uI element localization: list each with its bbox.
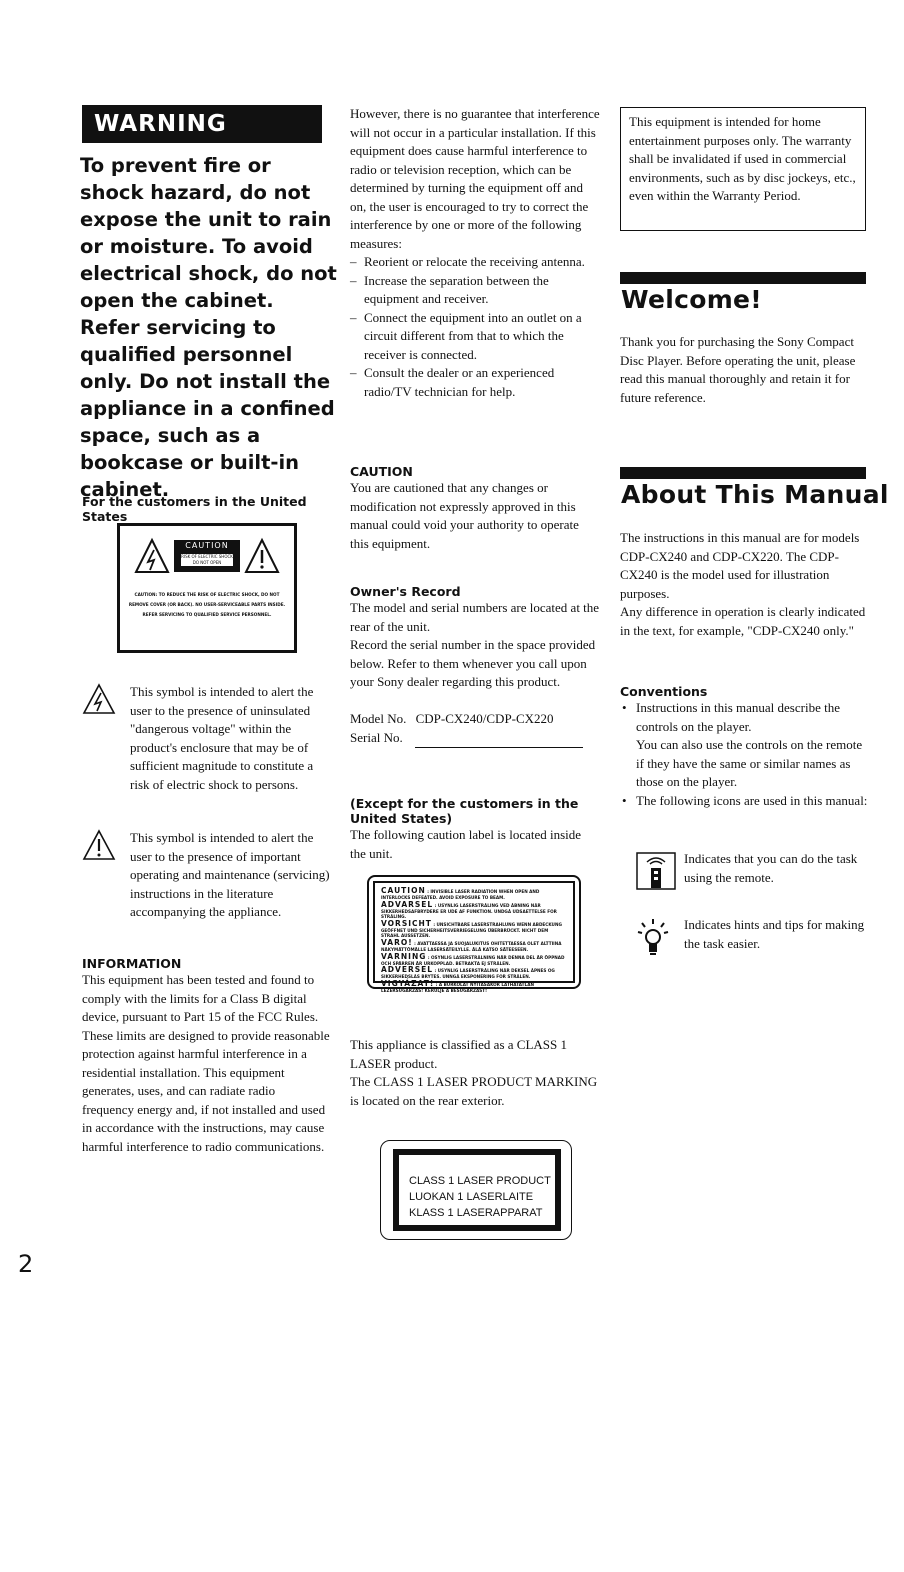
serial-number-label: Serial No. <box>350 730 403 745</box>
lightbulb-hint-icon <box>636 918 670 956</box>
laser-label-line: VORSICHT : UNSICHTBARE LASERSTRAHLUNG WENN ABDECKUNG GEÖFFNET UND SICHERHEITSVERRIEGELUNG ÜBERBRÜCKT. NICHT DEM STRAHL AUSSETZEN. <box>381 918 562 939</box>
caution-label-box <box>174 540 240 572</box>
except-us-section <box>350 796 600 863</box>
remote-icon-text: Indicates that you can do the task using the remote. <box>684 851 858 885</box>
class1-text-2: The CLASS 1 LASER PRODUCT MARKING is located on the rear exterior. <box>350 1074 598 1108</box>
laser-label-line: VARNING : OSYNLIG LASERSTRÅLNING NÄR DENNA DEL ÄR ÖPPNAD OCH SPÄRREN ÄR URKOPPLAD. BETRAKTA EJ STRÅLEN. <box>381 951 565 966</box>
warning-heading: To prevent fire or shock hazard, do not expose the unit to rain or moisture. To avoid electrical shock, do not open the cabinet. Refer servicing to qualified personnel only. Do not install the appliance in a confined space, such as a bookcase or built-in cabinet. <box>80 154 337 501</box>
serial-number-row <box>350 728 600 748</box>
list-item: – Connect the equipment into an outlet on a circuit different from that to which the receiver is connected. <box>350 309 600 365</box>
conventions-heading: Conventions <box>620 684 708 699</box>
exclamation-triangle-icon <box>82 829 116 861</box>
dangerous-voltage-notice <box>82 683 332 794</box>
lightning-triangle-icon <box>134 538 170 574</box>
owners-record-section <box>350 584 600 748</box>
model-number-value: CDP-CX240/CDP-CX220 <box>415 710 554 726</box>
laser-caution-label <box>367 875 581 993</box>
caution-label-illustration <box>117 523 297 653</box>
model-number-row <box>350 710 600 729</box>
interference-measures-list <box>350 253 600 401</box>
list-item: – Increase the separation between the equipment and receiver. <box>350 272 600 309</box>
exclamation-triangle-icon <box>244 538 280 574</box>
model-number-label: Model No. <box>350 710 407 726</box>
class1-laser-label <box>380 1140 572 1240</box>
welcome-text: Thank you for purchasing the Sony Compact Disc Player. Before operating the unit, please read this manual thoroughly and retain it for future reference. <box>620 334 856 405</box>
list-item: • The following icons are used in this manual: <box>620 792 870 811</box>
class1-text-1: This appliance is classified as a CLASS 1 LASER product. <box>350 1037 567 1071</box>
conventions-section <box>620 684 870 810</box>
welcome-heading: Welcome! <box>621 285 763 314</box>
caution-heading: CAUTION <box>350 464 413 479</box>
dangerous-voltage-text: This symbol is intended to alert the user to the presence of uninsulated "dangerous voltage" within the product's enclosure that may be of sufficient magnitude to constitute a risk of electric shock to persons. <box>130 684 314 792</box>
caution-text: You are cautioned that any changes or modification not expressly approved in this manual could void your authority to operate this equipment. <box>350 480 579 551</box>
interference-section <box>350 105 600 401</box>
caution-label-title: CAUTION <box>185 541 229 550</box>
about-manual-heading: About This Manual <box>621 480 889 509</box>
about-manual-text-2: Any difference in operation is clearly indicated in the text, for example, "CDP-CX240 only." <box>620 604 866 638</box>
warning-banner: WARNING <box>82 105 322 143</box>
list-item <box>620 699 870 792</box>
class1-section <box>350 1036 600 1110</box>
caution-section <box>350 464 600 553</box>
home-use-notice-box: This equipment is intended for home entertainment purposes only. The warranty shall be invalidated if used in commercial environments, such as by disc jockeys, etc., even within the Warranty Period. <box>620 107 866 231</box>
important-instructions-notice <box>82 829 332 922</box>
laser-label-line: VIGYÁZAT! : A BURKOLAT NYITÁSAKOR LÁTHATATLAN LÉZERSUGÁRZÁS! KERÜLJE A BESUGÁRZÁST! <box>381 978 534 993</box>
conventions-list <box>620 699 870 810</box>
lightning-triangle-icon <box>82 683 116 715</box>
interference-intro: However, there is no guarantee that interference will not occur in a particular installation. If this equipment does cause harmful interference to radio or television reception, which can be determined by turning the equipment off and on, the user is encouraged to try to correct the interference by one or more of the following measures: <box>350 106 600 251</box>
conventions-bullet-1-more: You can also use the controls on the remote if they have the same or similar names as those on the player. <box>636 737 863 789</box>
except-us-text: The following caution label is located inside the unit. <box>350 827 582 861</box>
caution-label-box-text: RISK OF ELECTRIC SHOCK DO NOT OPEN <box>181 554 233 565</box>
about-rule <box>620 467 866 479</box>
about-manual-section <box>620 529 870 640</box>
welcome-section <box>620 333 870 407</box>
class1-label-line: KLASS 1 LASERAPPARAT <box>409 1207 543 1219</box>
us-customers-heading: For the customers in the United States <box>82 494 307 524</box>
hint-icon-text: Indicates hints and tips for making the task easier. <box>684 917 865 951</box>
remote-icon-legend <box>636 850 866 887</box>
laser-label-line: ADVARSEL : USYNLIG LASERSTRÅLING VED ÅBNING NÅR SIKKERHEDSAFBRYDERE ER UDE AF FUNKTION. UNDGÅ UDSAETTELSE FOR STRÅLING. <box>381 899 557 920</box>
class1-label-line: LUOKAN 1 LASERLAITE <box>409 1191 534 1203</box>
information-section <box>82 956 330 1156</box>
laser-label-line: VARO! : AVATTAESSA JA SUOJALUKITUS OHITETTAESSA OLET ALTTIINA NÄKYMÄTTÖMÄLLE LASERSÄTEILYLLE. ÄLÄ KATSO SÄTEESEEN. <box>381 937 562 952</box>
owners-record-text-1: The model and serial numbers are located at the rear of the unit. <box>350 600 600 634</box>
information-text: This equipment has been tested and found to comply with the limits for a Class B digital device, pursuant to Part 15 of the FCC Rules. These limits are designed to provide reasonable protection against harmful interference in a residential installation. This equipment generates, uses, and can radiate radio frequency energy and, if not installed and used in accordance with the instructions, may cause harmful interference to radio communications. <box>82 972 330 1154</box>
laser-label-line: CAUTION : INVISIBLE LASER RADIATION WHEN OPEN AND INTERLOCKS DEFEATED. AVOID EXPOSURE TO BEAM. <box>381 886 540 900</box>
laser-label-line: ADVERSEL : USYNLIG LASERSTRÅLING NÅR DEKSEL ÅPNES OG SIKKERHEDSLÅS BRYTES. UNNGÅ EKSPONERING FOR STRÅLEN. <box>381 965 555 980</box>
caution-label-fine-print: CAUTION: TO REDUCE THE RISK OF ELECTRIC SHOCK, DO NOT REMOVE COVER (OR BACK). NO USER-SERVICEABLE PARTS INSIDE. REFER SERVICING TO QUALIFIED SERVICE PERSONNEL. <box>128 592 286 617</box>
page-number: 2 <box>18 1250 34 1278</box>
remote-icon <box>636 852 676 890</box>
about-manual-text-1: The instructions in this manual are for models CDP-CX240 and CDP-CX220. The CDP-CX240 is the model used for illustration purposes. <box>620 530 860 601</box>
owners-record-heading: Owner's Record <box>350 584 461 599</box>
important-instructions-text: This symbol is intended to alert the user to the presence of important operating and maintenance (servicing) instructions in the literature accompanying the appliance. <box>130 830 330 919</box>
welcome-rule <box>620 272 866 284</box>
conventions-bullet-1: Instructions in this manual describe the controls on the player. <box>636 700 840 734</box>
list-item: – Consult the dealer or an experienced radio/TV technician for help. <box>350 364 600 401</box>
information-heading: INFORMATION <box>82 956 182 971</box>
class1-label-line: CLASS 1 LASER PRODUCT <box>409 1175 551 1187</box>
serial-number-blank <box>415 728 583 748</box>
owners-record-text-2: Record the serial number in the space provided below. Refer to them whenever you call upon your Sony dealer regarding this product. <box>350 637 596 689</box>
hint-icon-legend <box>636 916 866 953</box>
list-item: – Reorient or relocate the receiving antenna. <box>350 253 600 272</box>
except-us-heading: (Except for the customers in the United States) <box>350 796 579 826</box>
